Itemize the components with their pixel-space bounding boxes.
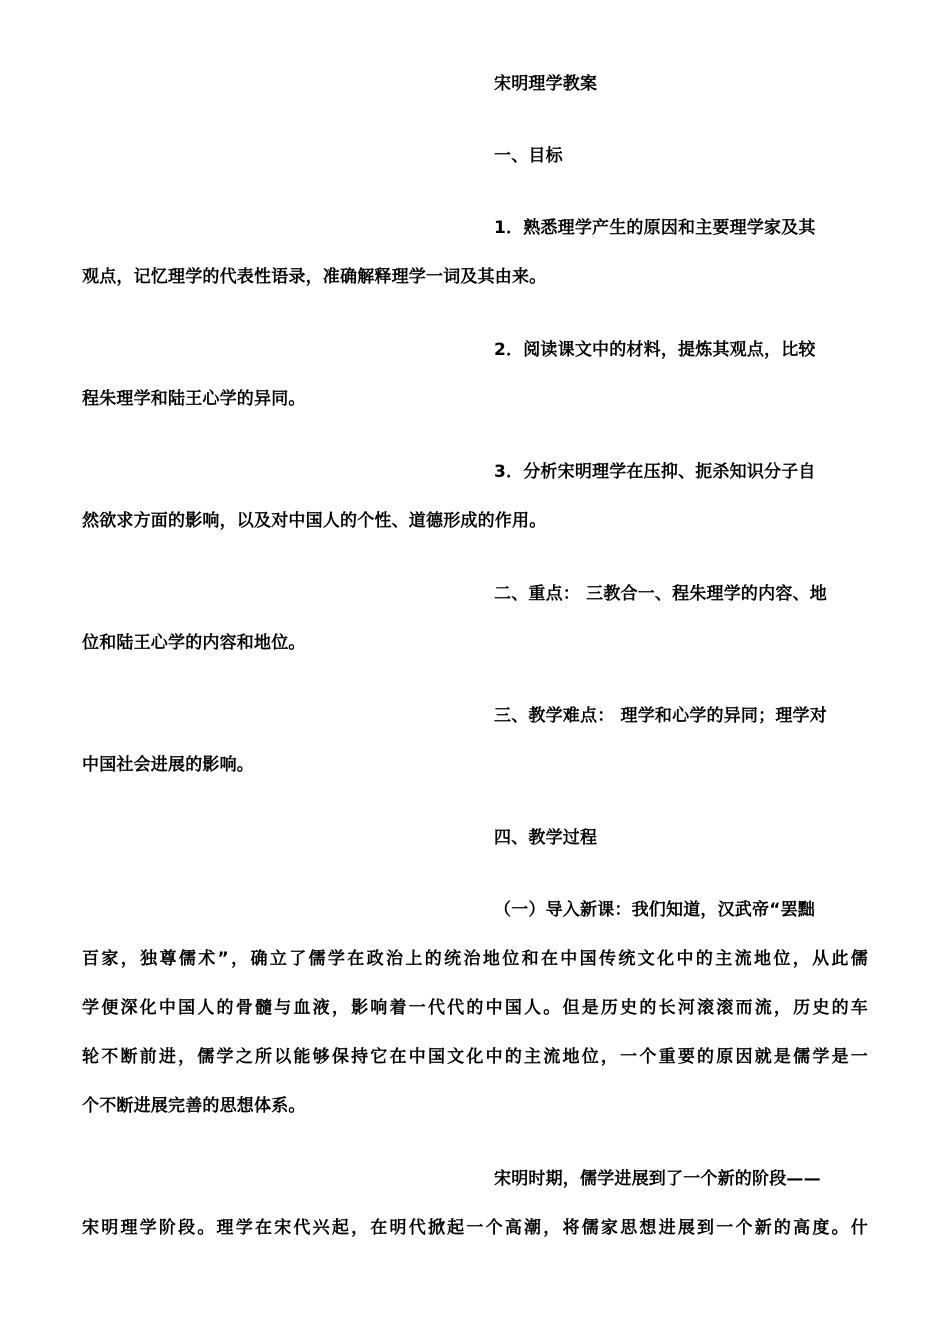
goal-2-line-1: 2．阅读课文中的材料，提炼其观点，比较 [494,340,816,360]
era-line-2: 宋明理学阶段。理学在宋代兴起，在明代掀起一个高潮，将儒家思想进展到一个新的高度。什 [82,1218,868,1238]
intro-line-5: 个不断进展完善的思想体系。 [82,1096,306,1116]
difficulty-line-2: 中国社会进展的影响。 [82,755,254,775]
goal-1-line-1: 1．熟悉理学产生的原因和主要理学家及其 [494,218,816,238]
process-heading: 四、教学过程 [494,828,598,848]
intro-line-1: （一）导入新课：我们知道，汉武帝“罢黜 [494,900,815,920]
key-points-line-2: 位和陆王心学的内容和地位。 [82,633,306,653]
document-title: 宋明理学教案 [494,74,598,94]
intro-line-4: 轮不断前进，儒学之所以能够保持它在中国文化中的主流地位，一个重要的原因就是儒学是一 [82,1047,868,1067]
goal-1-line-2: 观点，记忆理学的代表性语录，准确解释理学一词及其由来。 [82,267,547,287]
goal-3-line-1: 3．分析宋明理学在压抑、扼杀知识分子自 [494,462,816,482]
difficulty-line-1: 三、教学难点： 理学和心学的异同；理学对 [494,706,827,726]
intro-line-2: 百家，独尊儒术”，确立了儒学在政治上的统治地位和在中国传统文化中的主流地位，从此儒 [82,949,868,969]
era-line-1: 宋明时期，儒学进展到了一个新的阶段—— [494,1169,821,1189]
intro-line-3: 学便深化中国人的骨髓与血液，影响着一代代的中国人。但是历史的长河滚滚而流，历史的车 [82,998,868,1018]
goals-heading: 一、目标 [494,146,563,166]
goal-3-line-2: 然欲求方面的影响，以及对中国人的个性、道德形成的作用。 [82,511,547,531]
goal-2-line-2: 程朱理学和陆王心学的异同。 [82,389,306,409]
key-points-line-1: 二、重点： 三教合一、程朱理学的内容、地 [494,584,827,604]
